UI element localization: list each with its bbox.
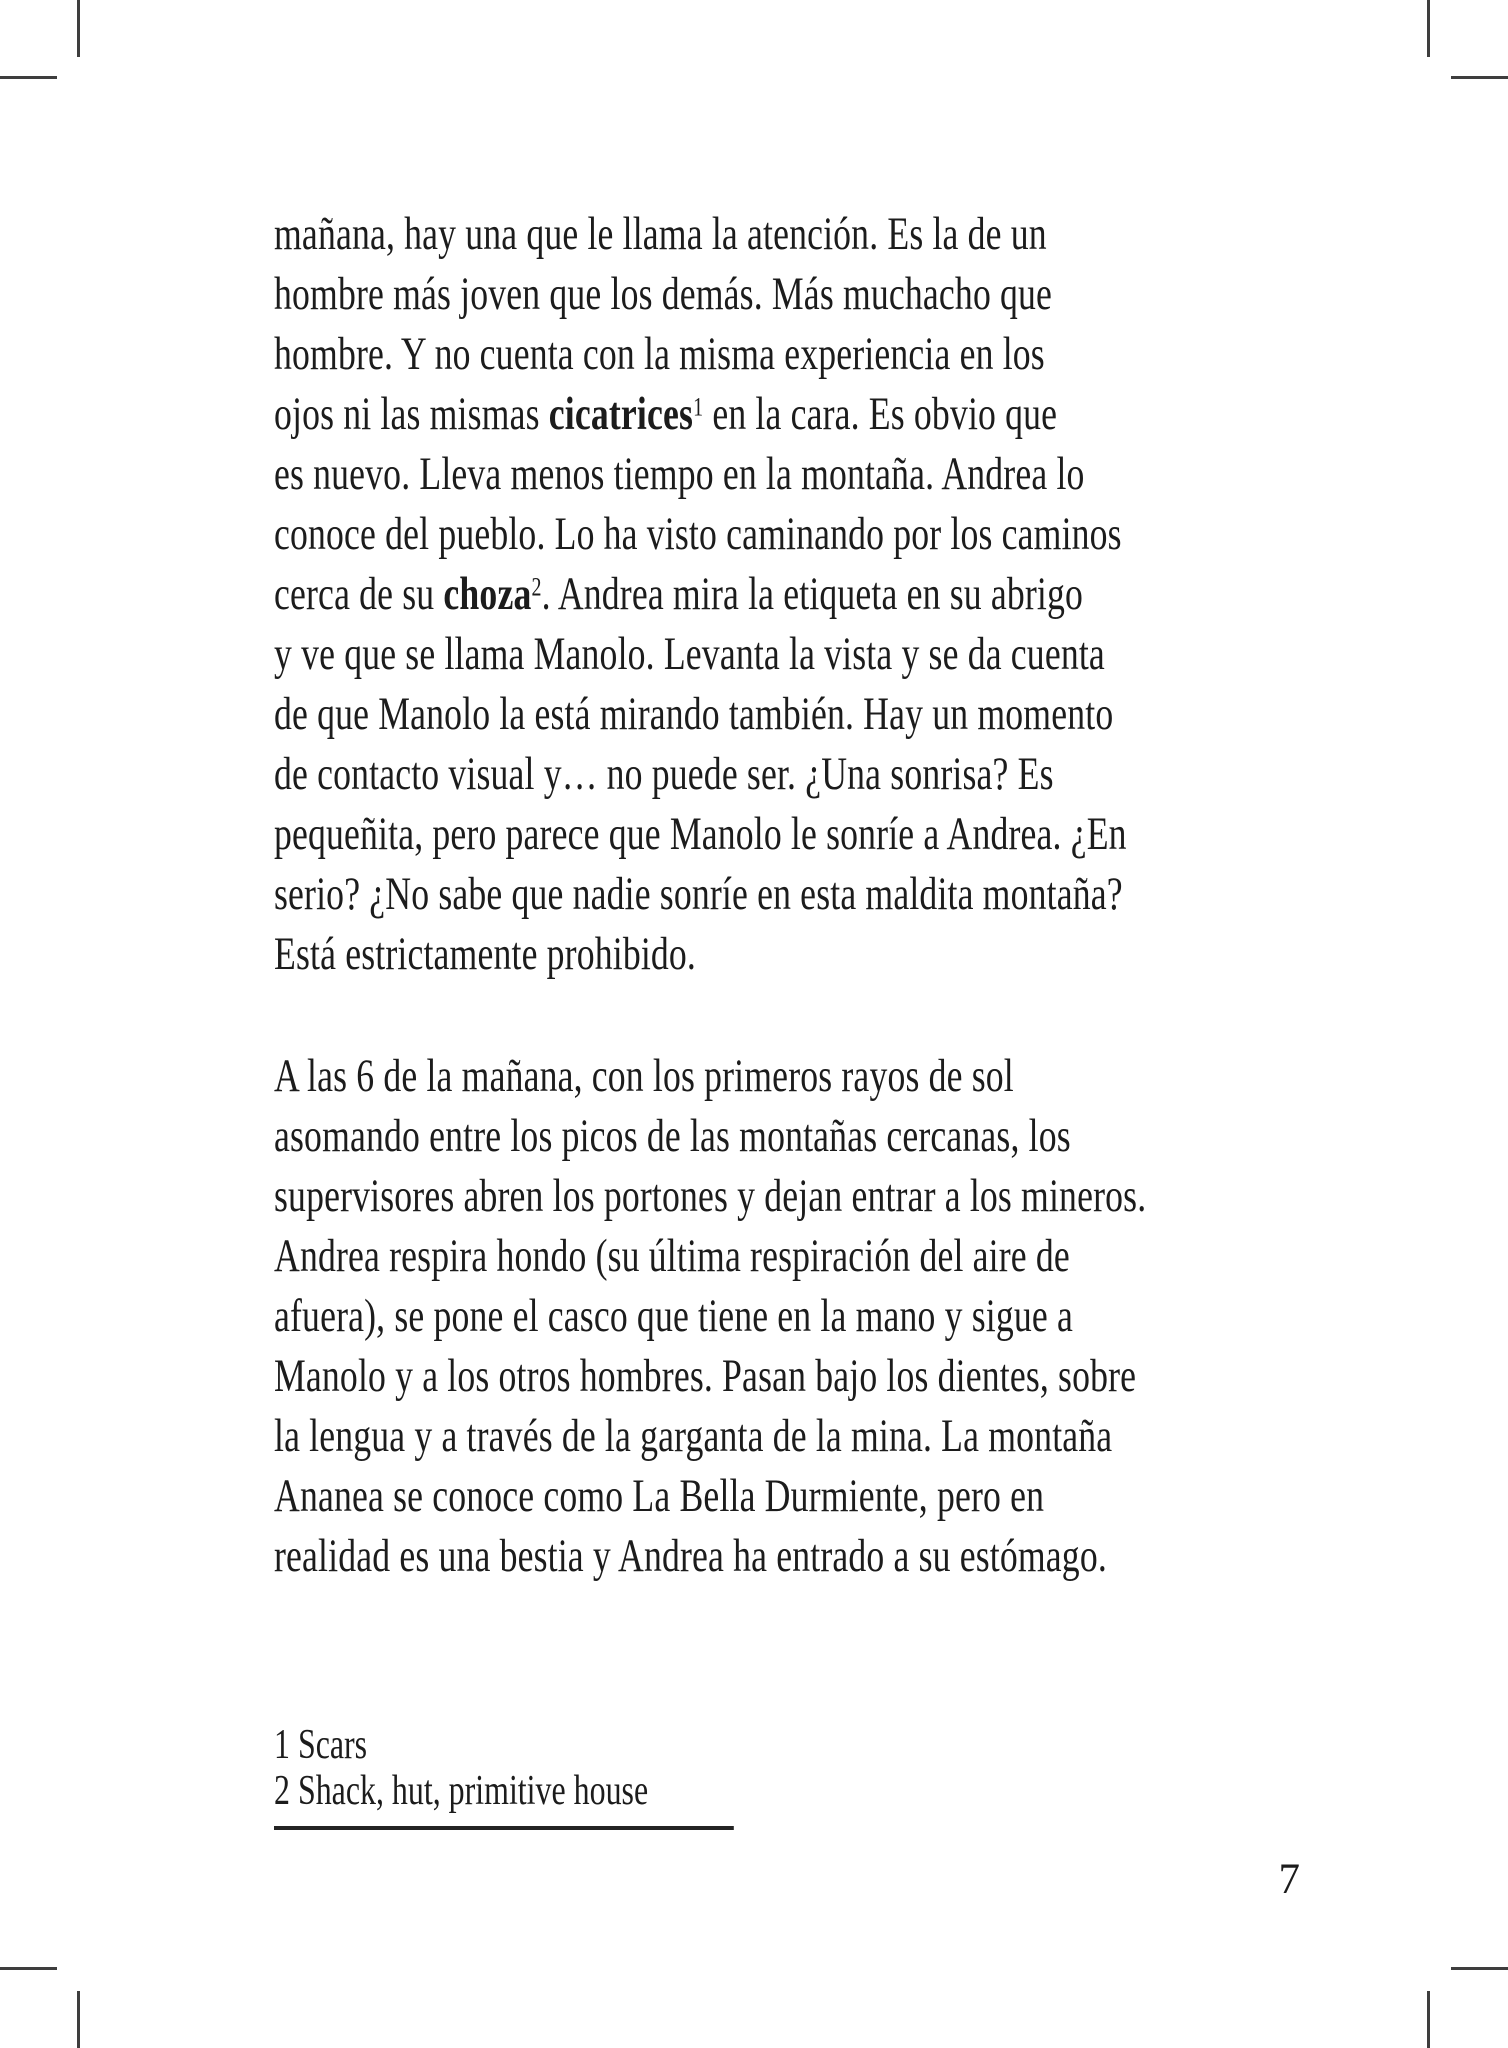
text-line — [274, 1166, 1338, 1226]
text-segment: cerca de su — [274, 568, 444, 620]
footnote-ref: 1 — [693, 392, 704, 422]
text-line — [274, 504, 1338, 564]
text-line — [274, 804, 1338, 864]
crop-mark-bottom-left-vertical — [77, 1991, 80, 2048]
text-segment: y ve que se llama Manolo. Levanta la vista y se da cuenta — [274, 628, 1105, 680]
text-line — [274, 624, 1338, 684]
text-segment: supervisores abren los portones y dejan entrar a los mineros. — [274, 1170, 1147, 1222]
footnote-ref: 2 — [531, 572, 542, 602]
text-line — [274, 744, 1338, 804]
text-segment: A las 6 de la mañana, con los primeros rayos de sol — [274, 1050, 1014, 1102]
crop-mark-bottom-right-horizontal — [1451, 1967, 1508, 1970]
text-segment: la lengua y a través de la garganta de la mina. La montaña — [274, 1410, 1113, 1462]
text-segment: mañana, hay una que le llama la atención. Es la de un — [274, 208, 1047, 260]
text-segment: de contacto visual y… no puede ser. ¿Una sonrisa? Es — [274, 748, 1054, 800]
bold-term: choza — [443, 568, 532, 620]
text-segment: hombre más joven que los demás. Más muchacho que — [274, 268, 1053, 320]
text-segment: Está estrictamente prohibido. — [274, 928, 697, 980]
text-segment: serio? ¿No sabe que nadie sonríe en esta maldita montaña? — [274, 868, 1123, 920]
bold-term: cicatrices — [548, 388, 694, 440]
text-line — [274, 684, 1338, 744]
page-number: 7 — [1278, 1856, 1300, 1903]
crop-mark-top-right-horizontal — [1451, 76, 1508, 79]
text-line — [274, 1466, 1338, 1526]
text-segment: . Andrea mira la etiqueta en su abrigo — [541, 568, 1084, 620]
text-line — [274, 204, 1338, 264]
text-segment: en la cara. Es obvio que — [703, 388, 1058, 440]
footnotes — [274, 1722, 1338, 1830]
text-segment: Andrea respira hondo (su última respiración del aire de — [274, 1230, 1070, 1282]
text-line — [274, 924, 1338, 984]
crop-mark-top-left-vertical — [77, 0, 80, 57]
text-line — [274, 1286, 1338, 1346]
text-segment: es nuevo. Lleva menos tiempo en la montaña. Andrea lo — [274, 448, 1085, 500]
text-line — [274, 264, 1338, 324]
text-line — [274, 564, 1338, 624]
paragraph — [274, 204, 1338, 984]
text-segment: Manolo y a los otros hombres. Pasan bajo los dientes, sobre — [274, 1350, 1137, 1402]
text-line — [274, 444, 1338, 504]
body-text — [274, 204, 1338, 1830]
text-segment: realidad es una bestia y Andrea ha entrado a su estómago. — [274, 1530, 1107, 1582]
text-line — [274, 1226, 1338, 1286]
text-segment: conoce del pueblo. Lo ha visto caminando por los caminos — [274, 508, 1122, 560]
text-segment: afuera), se pone el casco que tiene en la mano y sigue a — [274, 1290, 1073, 1342]
crop-mark-bottom-right-vertical — [1427, 1991, 1430, 2048]
crop-mark-bottom-left-horizontal — [0, 1967, 57, 1970]
crop-mark-top-right-vertical — [1427, 0, 1430, 57]
text-line — [274, 1106, 1338, 1166]
footnote-rule — [274, 1826, 734, 1830]
footnote-1: 1 Scars — [274, 1722, 368, 1768]
text-segment: ojos ni las mismas — [274, 388, 549, 440]
text-segment: pequeñita, pero parece que Manolo le sonríe a Andrea. ¿En — [274, 808, 1127, 860]
text-line — [274, 384, 1338, 444]
text-line — [274, 1406, 1338, 1466]
text-segment: Ananea se conoce como La Bella Durmiente, pero en — [274, 1470, 1045, 1522]
text-segment: asomando entre los picos de las montañas cercanas, los — [274, 1110, 1071, 1162]
crop-mark-top-left-horizontal — [0, 76, 57, 79]
text-segment: hombre. Y no cuenta con la misma experiencia en los — [274, 328, 1045, 380]
text-line — [274, 1346, 1338, 1406]
text-line — [274, 864, 1338, 924]
text-line — [274, 1526, 1338, 1586]
text-line — [274, 1046, 1338, 1106]
text-segment: de que Manolo la está mirando también. Hay un momento — [274, 688, 1114, 740]
text-line — [274, 324, 1338, 384]
footnote-2: 2 Shack, hut, primitive house — [274, 1768, 649, 1814]
paragraph — [274, 1046, 1338, 1586]
paragraphs — [274, 204, 1338, 1586]
